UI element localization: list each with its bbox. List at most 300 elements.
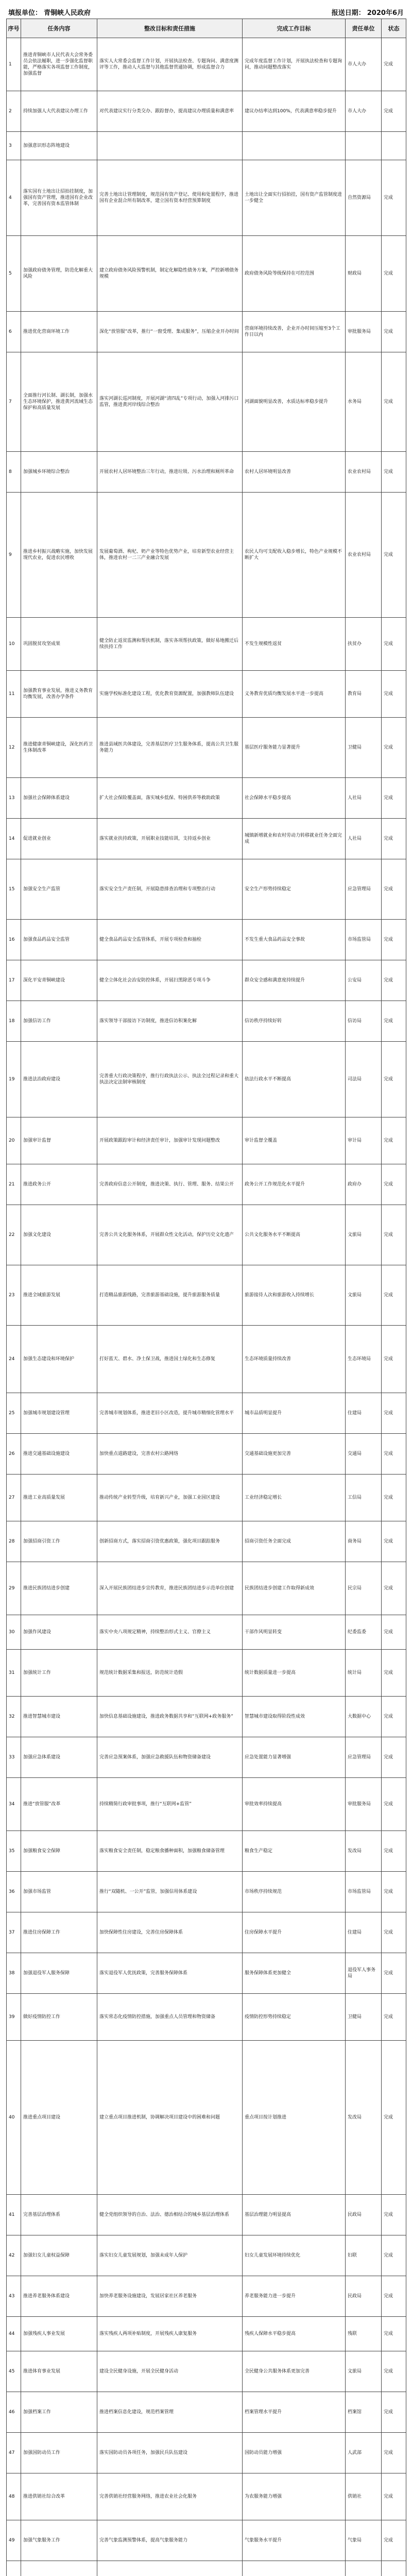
row-measure: 持续精简行政审批事项，推行“互联网+监管” bbox=[97, 1778, 243, 1831]
row-status: 完成 bbox=[382, 1434, 406, 1475]
rectification-table bbox=[6, 19, 406, 2576]
row-unit: 文旅局 bbox=[346, 2351, 382, 2392]
row-unit: 应急管理局 bbox=[346, 1737, 382, 1778]
table-row bbox=[7, 1615, 406, 1650]
row-measure: 对代表建议实行分类交办、跟踪督办，提高建议办理质量和满意率 bbox=[97, 91, 243, 132]
row-unit: 生态环境局 bbox=[346, 1326, 382, 1393]
row-goal: 义务教育优质均衡发展水平进一步提高 bbox=[243, 671, 346, 718]
row-goal bbox=[243, 2561, 346, 2576]
row-index: 40 bbox=[7, 2041, 21, 2195]
row-status: 完成 bbox=[382, 2276, 406, 2317]
row-goal: 统计数据质量进一步提高 bbox=[243, 1650, 346, 1697]
row-unit: 农业农村局 bbox=[346, 452, 382, 493]
row-goal: 为农服务能力增强 bbox=[243, 2473, 346, 2520]
row-task: 加强市场监管 bbox=[21, 1872, 97, 1912]
table-row bbox=[7, 718, 406, 778]
row-task: 加强城乡环境综合整治 bbox=[21, 452, 97, 493]
row-goal: 政务公开工作规范化水平提升 bbox=[243, 1164, 346, 1205]
row-unit: 文旅局 bbox=[346, 1265, 382, 1326]
row-status: 完成 bbox=[382, 960, 406, 1001]
row-status: 完成 bbox=[382, 718, 406, 778]
row-task: 加强气象服务工作 bbox=[21, 2520, 97, 2561]
row-measure: 完善应急预案体系，加强应急救援队伍和物资储备建设 bbox=[97, 1737, 243, 1778]
row-task: 推进政务公开 bbox=[21, 1164, 97, 1205]
row-index: 42 bbox=[7, 2235, 21, 2276]
row-index: 6 bbox=[7, 312, 21, 352]
row-measure: 落实中央八项规定精神，持续整治形式主义、官僚主义 bbox=[97, 1615, 243, 1650]
row-measure: 完善土地出让管理制度，规范国有资产登记、使用和处置程序，推进国有企业混合所有制改革，建立国有资本经营预算制度 bbox=[97, 160, 243, 236]
table-row bbox=[7, 1117, 406, 1164]
row-measure: 健全防止返贫监测和帮扶机制，落实各项帮扶政策，做好易地搬迁后续扶持工作 bbox=[97, 618, 243, 671]
header-status: 状态 bbox=[382, 19, 406, 38]
row-status: 完成 bbox=[382, 2433, 406, 2473]
row-measure: 完善供销社经营服务网络，推进农业社会化服务 bbox=[97, 2473, 243, 2520]
report-meta bbox=[6, 5, 406, 19]
table-row bbox=[7, 2317, 406, 2351]
row-measure: 建立重点项目推进机制，协调解决项目建设中的困难和问题 bbox=[97, 2041, 243, 2195]
row-measure: 健全党组织领导的自治、法治、德治相结合的城乡基层治理体系 bbox=[97, 2195, 243, 2235]
row-index: 5 bbox=[7, 236, 21, 312]
row-measure: 落实领导干部接访下访制度，推进信访积案化解 bbox=[97, 1001, 243, 1042]
row-goal: 服务保障体系更加健全 bbox=[243, 1953, 346, 1994]
row-goal bbox=[243, 132, 346, 160]
row-task: 落实国有土地出让招拍挂制度，加强国有资产管理，推进国有企业改革，完善国有资本监管体制 bbox=[21, 160, 97, 236]
row-task: 推进青铜峡市人民代表大会常务委员会依法履职，进一步强化监督职能，严格落实各项监督工作制度，加强监督 bbox=[21, 38, 97, 91]
row-task: 推进重点项目建设 bbox=[21, 2041, 97, 2195]
row-measure: 落实残疾人两项补贴制度，开展残疾人康复服务 bbox=[97, 2317, 243, 2351]
row-goal: 全民健身公共服务体系更加完善 bbox=[243, 2351, 346, 2392]
row-status: 完成 bbox=[382, 1117, 406, 1164]
row-index: 18 bbox=[7, 1001, 21, 1042]
table-row bbox=[7, 1697, 406, 1737]
table-row bbox=[7, 1872, 406, 1912]
table-row bbox=[7, 1953, 406, 1994]
table-row bbox=[7, 859, 406, 920]
reporting-unit bbox=[8, 7, 91, 17]
row-index: 3 bbox=[7, 132, 21, 160]
row-goal: 政府债务风险等级保持在可控范围 bbox=[243, 236, 346, 312]
table-row bbox=[7, 2473, 406, 2520]
table-row bbox=[7, 1326, 406, 1393]
row-status: 完成 bbox=[382, 920, 406, 960]
row-index: 34 bbox=[7, 1778, 21, 1831]
row-index: 26 bbox=[7, 1434, 21, 1475]
row-task: 加强审计监督 bbox=[21, 1117, 97, 1164]
table-row bbox=[7, 2561, 406, 2576]
row-task: 推进交通基础设施建设 bbox=[21, 1434, 97, 1475]
row-status: 完成 bbox=[382, 312, 406, 352]
table-row bbox=[7, 132, 406, 160]
row-unit: 交通局 bbox=[346, 1434, 382, 1475]
row-goal: 社会保障水平稳步提高 bbox=[243, 778, 346, 819]
row-task: 完善基层治理体系 bbox=[21, 2195, 97, 2235]
row-goal: 档案管理水平提升 bbox=[243, 2392, 346, 2433]
row-status: 完成 bbox=[382, 1042, 406, 1117]
row-status: 完成 bbox=[382, 1615, 406, 1650]
row-task: 加强食品药品安全监管 bbox=[21, 920, 97, 960]
row-index: 1 bbox=[7, 38, 21, 91]
row-status: 完成 bbox=[382, 1778, 406, 1831]
table-row bbox=[7, 352, 406, 452]
table-row bbox=[7, 312, 406, 352]
row-index: 27 bbox=[7, 1475, 21, 1521]
row-status: 完成 bbox=[382, 1205, 406, 1265]
row-status: 完成 bbox=[382, 91, 406, 132]
row-goal: 应急处置能力显著增强 bbox=[243, 1737, 346, 1778]
header-goal: 完成工作目标 bbox=[243, 19, 346, 38]
row-status: 完成 bbox=[382, 352, 406, 452]
row-goal: 不发生重大食品药品安全事故 bbox=[243, 920, 346, 960]
row-measure: 健全立体化社会治安防控体系，开展扫黑除恶专项斗争 bbox=[97, 960, 243, 1001]
row-task: 加强安全生产监管 bbox=[21, 859, 97, 920]
row-goal: 国防动员能力增强 bbox=[243, 2433, 346, 2473]
row-task: 做好疫情防控工作 bbox=[21, 1994, 97, 2041]
row-goal: 生态环境质量持续改善 bbox=[243, 1326, 346, 1393]
row-status: 完成 bbox=[382, 1737, 406, 1778]
row-unit: 市场监管局 bbox=[346, 920, 382, 960]
row-measure: 深入开展民族团结进步宣传教育，推进民族团结进步示范单位创建 bbox=[97, 1562, 243, 1615]
row-status bbox=[382, 132, 406, 160]
row-index: 8 bbox=[7, 452, 21, 493]
row-task: 推进民族团结进步创建 bbox=[21, 1562, 97, 1615]
row-status: 完成 bbox=[382, 493, 406, 618]
table-row bbox=[7, 618, 406, 671]
row-status bbox=[382, 2561, 406, 2576]
row-index: 9 bbox=[7, 493, 21, 618]
row-unit: 发改局 bbox=[346, 2041, 382, 2195]
table-row bbox=[7, 960, 406, 1001]
row-index: 33 bbox=[7, 1737, 21, 1778]
table-row bbox=[7, 1475, 406, 1521]
row-task: 推进优化营商环境工作 bbox=[21, 312, 97, 352]
table-row bbox=[7, 160, 406, 236]
row-goal: 基层医疗服务能力显著提升 bbox=[243, 718, 346, 778]
row-measure bbox=[97, 2561, 243, 2576]
table-row bbox=[7, 2351, 406, 2392]
row-status: 完成 bbox=[382, 2392, 406, 2433]
table-row bbox=[7, 1831, 406, 1872]
row-goal: 工业经济稳定增长 bbox=[243, 1475, 346, 1521]
header-index: 序号 bbox=[7, 19, 21, 38]
table-row bbox=[7, 1994, 406, 2041]
row-measure: 完善政府信息公开制度，推进决策、执行、管理、服务、结果公开 bbox=[97, 1164, 243, 1205]
row-status: 完成 bbox=[382, 452, 406, 493]
table-row bbox=[7, 1001, 406, 1042]
row-measure: 打造精品旅游线路，完善旅游基础设施，提升旅游服务质量 bbox=[97, 1265, 243, 1326]
row-task: 加强应急体系建设 bbox=[21, 1737, 97, 1778]
table-row bbox=[7, 236, 406, 312]
row-status: 完成 bbox=[382, 2473, 406, 2520]
row-status: 完成 bbox=[382, 236, 406, 312]
row-index: 31 bbox=[7, 1650, 21, 1697]
row-measure: 开展农村人居环境整治三年行动，推进垃圾、污水治理和厕所革命 bbox=[97, 452, 243, 493]
row-status: 完成 bbox=[382, 1953, 406, 1994]
row-goal: 养老服务能力进一步提升 bbox=[243, 2276, 346, 2317]
row-index: 2 bbox=[7, 91, 21, 132]
row-measure: 实施学校标准化建设工程，优化教育资源配置，加强教师队伍建设 bbox=[97, 671, 243, 718]
row-task: 深化平安青铜峡建设 bbox=[21, 960, 97, 1001]
row-unit: 审计局 bbox=[346, 1117, 382, 1164]
row-unit: 文旅局 bbox=[346, 1205, 382, 1265]
row-unit: 民宗局 bbox=[346, 1562, 382, 1615]
row-measure: 建设全民健身设施，开展全民健身活动 bbox=[97, 2351, 243, 2392]
row-unit: 民政局 bbox=[346, 2276, 382, 2317]
row-task: 推进住房保障工作 bbox=[21, 1912, 97, 1953]
row-status: 完成 bbox=[382, 1994, 406, 2041]
row-unit: 档案馆 bbox=[346, 2392, 382, 2433]
row-measure: 加快重点道路建设，完善农村公路网络 bbox=[97, 1434, 243, 1475]
row-status: 完成 bbox=[382, 38, 406, 91]
row-goal: 重点项目按计划推进 bbox=[243, 2041, 346, 2195]
row-unit: 住建局 bbox=[346, 1912, 382, 1953]
row-task: 推进“放管服”改革 bbox=[21, 1778, 97, 1831]
row-unit: 政府办 bbox=[346, 1164, 382, 1205]
row-goal: 群众安全感和满意度持续提升 bbox=[243, 960, 346, 1001]
row-status: 完成 bbox=[382, 671, 406, 718]
row-unit: 民政局 bbox=[346, 2195, 382, 2235]
row-measure: 落实常态化疫情防控措施，加强重点人员管理和物资储备 bbox=[97, 1994, 243, 2041]
row-goal: 公共文化服务水平不断提高 bbox=[243, 1205, 346, 1265]
row-measure: 落实退役军人优抚政策，完善服务保障体系 bbox=[97, 1953, 243, 1994]
row-index: 28 bbox=[7, 1521, 21, 1562]
row-goal: 残疾人保障水平稳步提高 bbox=[243, 2317, 346, 2351]
row-goal: 建议办结率达到100%，代表满意率稳步提升 bbox=[243, 91, 346, 132]
row-measure: 落实国防动员各项任务，加强民兵队伍建设 bbox=[97, 2433, 243, 2473]
row-task: 推进全域旅游发展 bbox=[21, 1265, 97, 1326]
row-index bbox=[7, 2561, 21, 2576]
row-index: 41 bbox=[7, 2195, 21, 2235]
row-measure bbox=[97, 132, 243, 160]
row-goal: 疫情防控形势持续稳定 bbox=[243, 1994, 346, 2041]
row-unit: 发改局 bbox=[346, 1831, 382, 1872]
row-status: 完成 bbox=[382, 2235, 406, 2276]
table-row bbox=[7, 1737, 406, 1778]
row-goal: 安全生产形势持续稳定 bbox=[243, 859, 346, 920]
row-unit: 信访局 bbox=[346, 1001, 382, 1042]
row-unit: 大数据中心 bbox=[346, 1697, 382, 1737]
row-measure: 加快养老服务设施建设，发展居家社区养老服务 bbox=[97, 2276, 243, 2317]
row-task: 加强退役军人服务保障 bbox=[21, 1953, 97, 1994]
row-goal: 不发生规模性返贫 bbox=[243, 618, 346, 671]
header-measure: 整改目标和责任措施 bbox=[97, 19, 243, 38]
row-goal: 住房保障水平提升 bbox=[243, 1912, 346, 1953]
table-row bbox=[7, 2041, 406, 2195]
row-task: 加强残疾人事业发展 bbox=[21, 2317, 97, 2351]
row-index: 15 bbox=[7, 859, 21, 920]
row-status: 完成 bbox=[382, 1831, 406, 1872]
row-task: 促进就业创业 bbox=[21, 819, 97, 859]
row-unit: 人武部 bbox=[346, 2433, 382, 2473]
row-measure: 发展葡萄酒、枸杞、奶产业等特色优势产业，培育新型农业经营主体，推进农村一二三产业融合发展 bbox=[97, 493, 243, 618]
row-goal: 民族团结进步创建工作取得新成效 bbox=[243, 1562, 346, 1615]
row-index: 45 bbox=[7, 2351, 21, 2392]
row-status: 完成 bbox=[382, 1872, 406, 1912]
row-unit: 人社局 bbox=[346, 819, 382, 859]
row-index: 30 bbox=[7, 1615, 21, 1650]
row-task: 加强国防动员工作 bbox=[21, 2433, 97, 2473]
row-task: 推进健康青铜峡建设，深化医药卫生体制改革 bbox=[21, 718, 97, 778]
table-row bbox=[7, 778, 406, 819]
row-measure: 深化“放管服”改革，推行“一窗受理、集成服务”，压缩企业开办时间 bbox=[97, 312, 243, 352]
row-index: 44 bbox=[7, 2317, 21, 2351]
row-index: 4 bbox=[7, 160, 21, 236]
row-goal: 营商环境持续改善，企业开办时间压缩至3个工作日以内 bbox=[243, 312, 346, 352]
row-index: 20 bbox=[7, 1117, 21, 1164]
row-goal: 城镇新增就业和农村劳动力转移就业任务全面完成 bbox=[243, 819, 346, 859]
row-index: 10 bbox=[7, 618, 21, 671]
table-row bbox=[7, 2235, 406, 2276]
table-row bbox=[7, 2195, 406, 2235]
row-measure: 完善公共文化服务体系，开展群众性文化活动，保护历史文化遗产 bbox=[97, 1205, 243, 1265]
row-goal: 农村人居环境明显改善 bbox=[243, 452, 346, 493]
row-index: 46 bbox=[7, 2392, 21, 2433]
row-task: 推进法治政府建设 bbox=[21, 1042, 97, 1117]
row-index: 32 bbox=[7, 1697, 21, 1737]
table-row bbox=[7, 1562, 406, 1615]
row-index: 37 bbox=[7, 1912, 21, 1953]
row-unit: 气象局 bbox=[346, 2520, 382, 2561]
row-goal: 审批效率持续提高 bbox=[243, 1778, 346, 1831]
row-unit bbox=[346, 2561, 382, 2576]
row-index: 7 bbox=[7, 352, 21, 452]
row-task: 加强政府债务管理，防范化解重大风险 bbox=[21, 236, 97, 312]
row-goal: 土地出让全面实行招拍挂，国有资产监管制度进一步健全 bbox=[243, 160, 346, 236]
row-goal: 招商引资任务全面完成 bbox=[243, 1521, 346, 1562]
row-goal: 基层治理能力明显提高 bbox=[243, 2195, 346, 2235]
row-unit: 市人大办 bbox=[346, 38, 382, 91]
row-measure: 建立政府债务风险预警机制，制定化解隐性债务方案，严控新增债务规模 bbox=[97, 236, 243, 312]
row-unit: 公安局 bbox=[346, 960, 382, 1001]
row-unit: 退役军人事务局 bbox=[346, 1953, 382, 1994]
row-status: 完成 bbox=[382, 2351, 406, 2392]
row-measure: 落实就业扶持政策，开展职业技能培训，支持返乡创业 bbox=[97, 819, 243, 859]
row-unit: 商务局 bbox=[346, 1521, 382, 1562]
row-index: 11 bbox=[7, 671, 21, 718]
row-unit: 人社局 bbox=[346, 778, 382, 819]
row-index: 16 bbox=[7, 920, 21, 960]
row-index: 19 bbox=[7, 1042, 21, 1117]
row-index: 29 bbox=[7, 1562, 21, 1615]
row-index: 36 bbox=[7, 1872, 21, 1912]
table-row bbox=[7, 91, 406, 132]
header-task: 任务内容 bbox=[21, 19, 97, 38]
row-task: 推进工业高质量发展 bbox=[21, 1475, 97, 1521]
table-row bbox=[7, 1042, 406, 1117]
row-task: 推进体育事业发展 bbox=[21, 2351, 97, 2392]
row-task: 推进供销社综合改革 bbox=[21, 2473, 97, 2520]
row-index: 17 bbox=[7, 960, 21, 1001]
reporting-unit-value: 青铜峡人民政府 bbox=[44, 9, 91, 17]
row-unit: 纪委监委 bbox=[346, 1615, 382, 1650]
row-task: 加强文化建设 bbox=[21, 1205, 97, 1265]
row-index: 35 bbox=[7, 1831, 21, 1872]
row-status: 完成 bbox=[382, 2041, 406, 2195]
row-goal: 旅游接待人次和旅游收入持续增长 bbox=[243, 1265, 346, 1326]
table-row bbox=[7, 671, 406, 718]
row-index: 22 bbox=[7, 1205, 21, 1265]
row-status: 完成 bbox=[382, 1562, 406, 1615]
row-status: 完成 bbox=[382, 2195, 406, 2235]
row-index: 21 bbox=[7, 1164, 21, 1205]
row-unit: 审批服务局 bbox=[346, 312, 382, 352]
row-task: 加强城市规划建设管理 bbox=[21, 1393, 97, 1434]
row-goal: 市场秩序持续规范 bbox=[243, 1872, 346, 1912]
row-status: 完成 bbox=[382, 1697, 406, 1737]
row-status: 完成 bbox=[382, 819, 406, 859]
row-index: 24 bbox=[7, 1326, 21, 1393]
report-date-label: 报送日期： bbox=[331, 9, 365, 17]
row-index: 49 bbox=[7, 2520, 21, 2561]
row-measure: 推进县域医共体建设，完善基层医疗卫生服务体系，提高公共卫生服务能力 bbox=[97, 718, 243, 778]
row-index: 43 bbox=[7, 2276, 21, 2317]
table-row bbox=[7, 1650, 406, 1697]
row-unit: 妇联 bbox=[346, 2235, 382, 2276]
report-date-value: 2020年6月 bbox=[367, 9, 404, 17]
row-task: 持续加强人大代表建议办理工作 bbox=[21, 91, 97, 132]
row-unit: 审批服务局 bbox=[346, 1778, 382, 1831]
row-unit: 卫健局 bbox=[346, 1994, 382, 2041]
row-status: 完成 bbox=[382, 1393, 406, 1434]
table-row bbox=[7, 493, 406, 618]
row-unit bbox=[346, 132, 382, 160]
row-status: 完成 bbox=[382, 1001, 406, 1042]
row-index: 47 bbox=[7, 2433, 21, 2473]
row-measure: 落实安全生产责任制，开展隐患排查治理和专项整治行动 bbox=[97, 859, 243, 920]
row-index: 39 bbox=[7, 1994, 21, 2041]
table-row bbox=[7, 819, 406, 859]
table-row bbox=[7, 1205, 406, 1265]
table-row bbox=[7, 1434, 406, 1475]
row-unit: 工信局 bbox=[346, 1475, 382, 1521]
row-goal: 审计监督全覆盖 bbox=[243, 1117, 346, 1164]
row-status: 完成 bbox=[382, 1521, 406, 1562]
row-task: 加强档案工作 bbox=[21, 2392, 97, 2433]
row-goal: 完成年度监督工作计划，开展执法检查和专题询问，推动问题整改落实 bbox=[243, 38, 346, 91]
row-unit: 残联 bbox=[346, 2317, 382, 2351]
table-row bbox=[7, 38, 406, 91]
row-measure: 推行“双随机、一公开”监管，加强信用体系建设 bbox=[97, 1872, 243, 1912]
row-status: 完成 bbox=[382, 778, 406, 819]
header-unit: 责任单位 bbox=[346, 19, 382, 38]
row-unit: 市人大办 bbox=[346, 91, 382, 132]
row-task: 加强作风建设 bbox=[21, 1615, 97, 1650]
row-unit: 住建局 bbox=[346, 1393, 382, 1434]
row-index: 14 bbox=[7, 819, 21, 859]
row-measure: 落实粮食安全责任制，稳定粮食播种面积，加强粮食储备管理 bbox=[97, 1831, 243, 1872]
row-measure: 落实河湖长巡河制度，开展河湖“清四乱”专项行动，加强入河排污口监管，推进黄河岸线综合整治 bbox=[97, 352, 243, 452]
row-task: 加强粮食安全保障 bbox=[21, 1831, 97, 1872]
row-task: 加强招商引资工作 bbox=[21, 1521, 97, 1562]
table-row bbox=[7, 2276, 406, 2317]
row-unit: 应急管理局 bbox=[346, 859, 382, 920]
row-index: 25 bbox=[7, 1393, 21, 1434]
row-measure: 完善重大行政决策程序，推行行政执法公示、执法全过程记录和重大执法决定法制审核制度 bbox=[97, 1042, 243, 1117]
row-task: 加强意识形态阵地建设 bbox=[21, 132, 97, 160]
row-unit: 财政局 bbox=[346, 236, 382, 312]
row-goal: 气象服务水平提升 bbox=[243, 2520, 346, 2561]
table-body bbox=[7, 38, 406, 2576]
row-status: 完成 bbox=[382, 2317, 406, 2351]
table-row bbox=[7, 2392, 406, 2433]
row-goal: 妇女儿童发展环境持续优化 bbox=[243, 2235, 346, 2276]
row-unit: 农业农村局 bbox=[346, 493, 382, 618]
row-goal: 信访秩序持续好转 bbox=[243, 1001, 346, 1042]
row-measure: 健全食品药品安全监管体系，开展专项检查和抽检 bbox=[97, 920, 243, 960]
row-status: 完成 bbox=[382, 859, 406, 920]
row-measure: 加快信息基础设施建设，推进政务数据共享和“互联网+政务服务” bbox=[97, 1697, 243, 1737]
row-goal: 河湖面貌明显改善，水质达标率稳步提升 bbox=[243, 352, 346, 452]
row-goal: 粮食生产稳定 bbox=[243, 1831, 346, 1872]
